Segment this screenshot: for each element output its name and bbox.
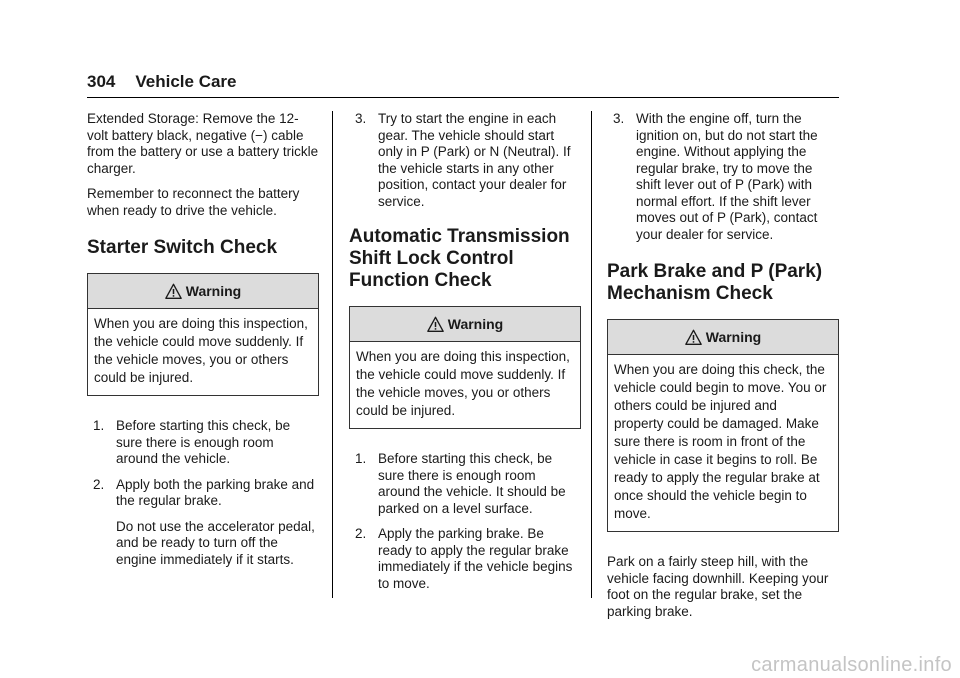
column-2 [349, 111, 581, 601]
step-number: 1. [93, 418, 105, 433]
warning-box [349, 306, 581, 429]
step-list [349, 111, 581, 210]
page-header [87, 72, 839, 98]
list-item [349, 111, 581, 210]
step-text: With the engine off, turn the ignition on, but do not start the engine. Without applying the regular brake, try to move the shift lever out of P (Park) with normal effort. If the shift lever moves out of P (Park), contact your dealer for service. [636, 111, 818, 242]
list-item [349, 451, 581, 517]
outro-paragraph: Park on a fairly steep hill, with the vehicle facing downhill. Keeping your foot on the regular brake, set the parking brake. [607, 554, 829, 619]
step-text: Before starting this check, be sure there is enough room around the vehicle. [116, 418, 291, 466]
step-number: 1. [355, 451, 367, 466]
warning-title: Warning [705, 329, 762, 345]
watermark: carmanualsonline.info [751, 654, 952, 676]
warning-triangle-icon [427, 316, 444, 333]
warning-triangle-icon [165, 283, 182, 300]
step-list [87, 418, 319, 568]
step-text: Apply the parking brake. Be ready to apply the regular brake immediately if the vehicle begins to move. [378, 526, 573, 591]
step-number: 3. [613, 111, 625, 126]
step-number: 2. [93, 476, 105, 492]
column-1 [87, 111, 319, 577]
list-item [87, 418, 319, 468]
step-list [349, 451, 581, 592]
step-text: Try to start the engine in each gear. The vehicle should start only in P (Park) or N (Neutral). If the vehicle starts in any other position, contact your dealer for service. [378, 111, 571, 209]
section-heading: Starter Switch Check [87, 237, 278, 258]
column-3 [607, 111, 839, 629]
section-heading: Park Brake and P (Park) Mechanism Check [607, 261, 823, 304]
section-heading: Automatic Transmission Shift Lock Control Function Check [349, 226, 570, 291]
header-rule [87, 97, 839, 98]
list-item [607, 111, 839, 243]
warning-text: When you are doing this check, the vehicle could begin to move. You or others could be injured and property could be damaged. Make sure there is room in front of the vehicle in case it begins to roll. Be ready to apply the regular brake at once should the vehicle begin to move. [614, 362, 827, 521]
intro-paragraph: Extended Storage: Remove the 12-volt battery black, negative (−) cable from the battery or use a battery trickle charger. [87, 111, 319, 176]
list-item [87, 477, 319, 569]
warning-header [608, 320, 838, 355]
section-title: Vehicle Care [135, 72, 237, 91]
warning-text: When you are doing this inspection, the vehicle could move suddenly. If the vehicle moves, you or others could be injured. [356, 349, 570, 418]
page-number: 304 [87, 72, 116, 91]
list-item [349, 526, 581, 592]
step-note: Do not use the accelerator pedal, and be ready to turn off the engine immediately if it starts. [116, 518, 315, 567]
step-text: Before starting this check, be sure there is enough room around the vehicle. It should be parked on a level surface. [378, 451, 566, 516]
step-number: 3. [355, 111, 367, 126]
step-number: 2. [355, 526, 367, 541]
warning-title: Warning [447, 316, 504, 332]
warning-box [87, 273, 319, 396]
step-text: Apply both the parking brake and the regular brake. [116, 476, 315, 508]
column-divider [332, 111, 333, 598]
warning-text: When you are doing this inspection, the vehicle could move suddenly. If the vehicle moves, you or others could be injured. [94, 316, 308, 385]
intro-paragraph: Remember to reconnect the battery when ready to drive the vehicle. [87, 186, 300, 218]
warning-box [607, 319, 839, 532]
column-divider [591, 111, 592, 598]
step-list [607, 111, 839, 243]
warning-header [88, 274, 318, 309]
warning-header [350, 307, 580, 342]
warning-triangle-icon [685, 329, 702, 346]
warning-title: Warning [185, 283, 242, 299]
